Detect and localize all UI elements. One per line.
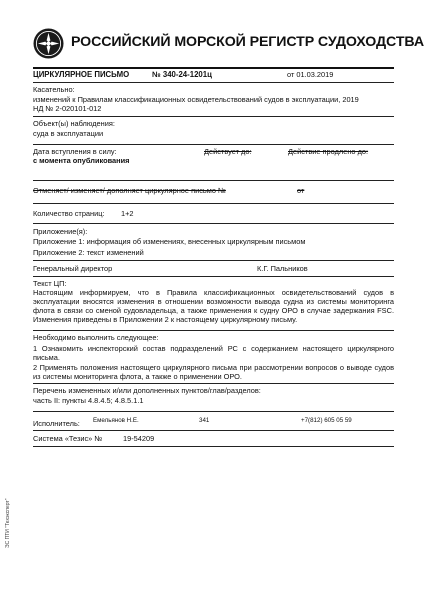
margin-note: ЭС ПТИ "Техэксперт" <box>5 498 11 548</box>
actions-label: Необходимо выполнить следующее: <box>33 333 159 342</box>
subject-line-2: НД № 2-020101-012 <box>33 104 102 113</box>
appendices-label: Приложение(я): <box>33 227 88 236</box>
body-divider <box>33 276 394 277</box>
appendices-divider <box>33 223 394 224</box>
organization-name: РОССИЙСКИЙ МОРСКОЙ РЕГИСТР СУДОХОДСТВА <box>71 34 424 50</box>
actions-divider <box>33 330 394 331</box>
changed-items-value: часть II: пункты 4.8.4.5; 4.8.5.1.1 <box>33 396 144 405</box>
executor-name: Емельянов Н.Е. <box>93 417 139 424</box>
cancels-from: от <box>297 186 305 195</box>
cancels-divider <box>33 180 394 181</box>
body-label: Текст ЦП: <box>33 279 67 288</box>
signatory-name: К.Г. Пальников <box>257 264 308 273</box>
letter-type: ЦИРКУЛЯРНОЕ ПИСЬМО <box>33 70 130 79</box>
subject-line-1: изменений к Правилам классификационных освидетельствований судов в эксплуатации, 2019 <box>33 95 359 104</box>
signatory-divider <box>33 260 394 261</box>
appendix-2: Приложение 2: текст изменений <box>33 248 144 257</box>
objects-divider <box>33 116 394 117</box>
effective-divider <box>33 144 394 145</box>
changed-items-divider <box>33 383 394 384</box>
cancels-label: Отменяет/ изменяет/ дополняет циркулярное письмо № <box>33 186 226 195</box>
pages-divider <box>33 203 394 204</box>
extended-until-label: Действие продлено до: <box>288 147 369 156</box>
system-label: Система «Тезис» № <box>33 434 103 443</box>
effective-value: с момента опубликования <box>33 156 130 165</box>
executor-extension: 341 <box>199 417 210 424</box>
system-divider <box>33 430 394 431</box>
body-text: Настоящим информируем, что в Правила классификационных освидетельствований судов в эксплуатации вносятся изменения в отношении возможности вывода судна из системы мониторинга флота в связи со сменой судовладельца, а также применения к судну ОРО в случае задержания FSC. Изменения приведены в Приложении 2 к настоящему циркулярному письму. <box>33 288 394 325</box>
changed-items-label: Перечень измененных и/или дополненных пунктов/глав/разделов: <box>33 386 261 395</box>
system-number: 19-54209 <box>123 434 155 443</box>
executor-label: Исполнитель: <box>33 419 80 428</box>
subject-label: Касательно: <box>33 85 75 94</box>
objects-label: Объект(ы) наблюдения: <box>33 119 115 128</box>
action-item-1: 1 Ознакомить инспекторский состав подразделений РС с содержанием настоящего циркулярного письма. <box>33 344 394 363</box>
signatory-title: Генеральный директор <box>33 264 113 273</box>
appendix-1: Приложение 1: информация об изменениях, внесенных циркулярным письмом <box>33 237 306 246</box>
action-item-2: 2 Применять положения настоящего циркулярного письма при рассмотрении вопросов о выводе судов из системы мониторинга флота, а также о применении ОРО. <box>33 363 394 382</box>
letter-number: № 340-24-1201ц <box>152 70 212 79</box>
header-divider <box>33 67 394 69</box>
pages-label: Количество страниц: <box>33 209 105 218</box>
bottom-divider <box>33 446 394 447</box>
executor-phone: +7(812) 605 05 59 <box>301 417 352 424</box>
pages-value: 1+2 <box>121 209 134 218</box>
effective-label: Дата вступления в силу: <box>33 147 117 156</box>
objects-value: суда в эксплуатации <box>33 129 104 138</box>
document-header <box>33 28 424 60</box>
letter-date: от 01.03.2019 <box>287 70 334 79</box>
valid-until-label: Действует до: <box>204 147 252 156</box>
subject-divider <box>33 82 394 83</box>
executor-divider <box>33 411 394 412</box>
register-emblem-icon <box>33 28 64 59</box>
